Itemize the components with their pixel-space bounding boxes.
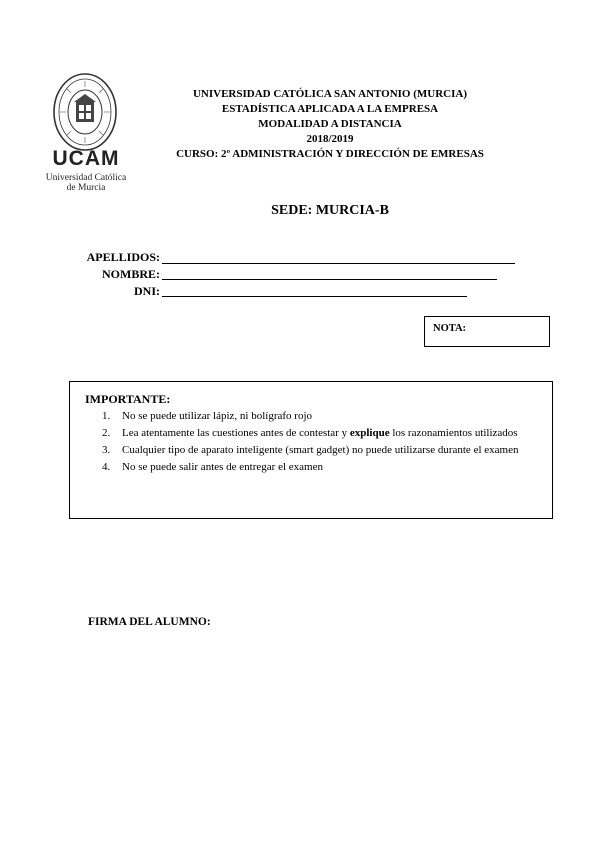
ucam-logo [30,72,142,193]
apellidos-label: APELLIDOS: [86,250,160,264]
brand-name: UCAM [52,147,120,170]
item-text: No se puede salir antes de entregar el examen [122,461,323,473]
item-text-after: los razonamientos utilizados [389,427,518,439]
header-modality: MODALIDAD A DISTANCIA [258,118,402,130]
sede-title: SEDE: MURCIA-B [271,203,389,218]
dni-field[interactable] [162,296,467,297]
item-number: 4. [102,461,111,473]
list-item [102,425,522,442]
header-subject: ESTADÍSTICA APLICADA A LA EMPRESA [221,103,439,115]
university-seal-icon [52,72,118,152]
firma-label: FIRMA DEL ALUMNO: [88,616,211,628]
item-text: Cualquier tipo de aparato inteligente (smart gadget) no puede utilizarse durante el examen [122,444,519,456]
document-header [140,87,520,162]
nota-box[interactable] [424,316,550,347]
item-text-emphasis: explique [349,427,390,439]
importante-box [69,381,553,519]
item-number: 2. [102,427,111,439]
header-course: CURSO: 2º ADMINISTRACIÓN Y DIRECCIÓN DE EMRESAS [176,148,484,160]
nombre-label: NOMBRE: [102,267,160,281]
nombre-field[interactable] [162,279,497,280]
item-number: 1. [102,410,111,422]
item-text [122,425,522,442]
importante-list [102,408,522,476]
importante-title: IMPORTANTE: [85,392,171,406]
item-text: No se puede utilizar lápiz, ni bolígrafo rojo [122,410,312,422]
list-item [102,459,522,476]
brand-subtitle-2: de Murcia [66,183,106,193]
list-item [102,442,522,459]
item-text-before: Lea atentamente las cuestiones antes de contestar y [122,427,350,439]
brand-subtitle-1: Universidad Católica [45,173,127,183]
nota-label: NOTA: [433,323,467,334]
list-item [102,408,522,425]
header-year: 2018/2019 [306,133,354,145]
item-number: 3. [102,444,111,456]
apellidos-field[interactable] [162,263,515,264]
header-university: UNIVERSIDAD CATÓLICA SAN ANTONIO (MURCIA) [192,88,467,100]
dni-label: DNI: [134,284,160,298]
